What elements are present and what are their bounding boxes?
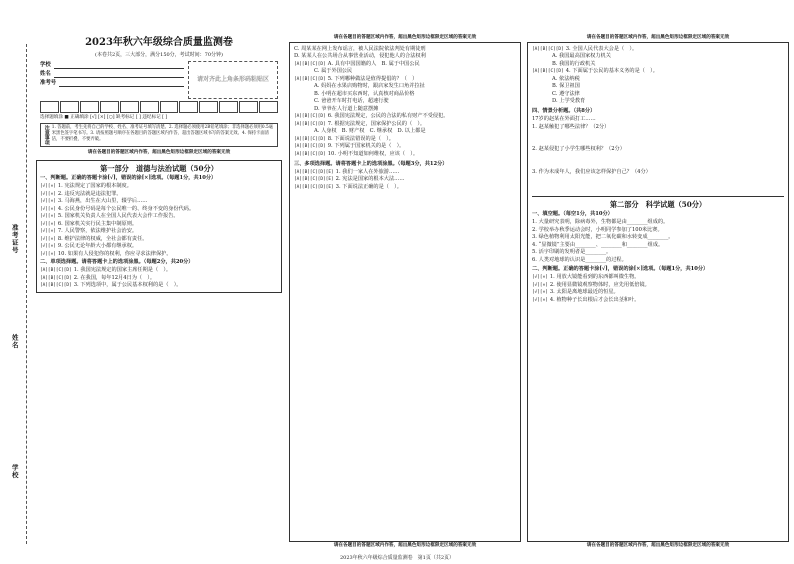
question-item[interactable]: [A][B][C][D][E] 1. 我们一家人在外旅游…… [294,168,400,175]
answer-question[interactable]: 1. 赵某触犯了哪些法律？（2分） [532,123,610,130]
barcode-sticker-area: 请对齐此上角条形码粘贴区 [188,61,278,99]
question-item[interactable]: [√][×] 9. 公民无论年龄大小都有继承权。 [40,243,138,250]
question-item[interactable]: [A][B][C][D] 4. 下面属于公民的基本义务的是（ ）。 [532,68,658,75]
text-line: D. 上学受教育 [552,98,586,105]
answer-question[interactable]: 3. 作为未成年人，我们应该怎样保护自己？（4分） [532,168,651,175]
page-title: 2023年秋六年级综合质量监测卷 [85,37,233,48]
question-item[interactable]: [A][B][C][D] 9. 下列属于国家机关的是（ ）。 [294,143,405,150]
question-item[interactable]: [A][B][C][D] 5. 下列哪种做法是值得提倡的？（ ） [294,75,418,82]
question-item[interactable]: [√][×] 1. 宪法规定了国家的根本制度。 [40,183,132,190]
label-name: 姓名 [10,334,19,349]
question-item[interactable]: [A][B][C][D] 2. 在我国，每年12月4日为（ ）。 [40,274,156,281]
section-heading: 二、单项选择题。请将答题卡上的选项涂黑。（每题2分，共20分） [40,259,194,266]
text-line: D. 爷爷在人行道上随意摆摊 [314,105,379,112]
answer-question[interactable]: 2. 赵某侵犯了小学生哪些权利？（2分） [532,146,625,153]
column-2 [289,35,521,548]
fill-type-legend: 选择题填涂 ■ 正确填涂 [√] [×] [○] 缺考标记 [ ] 违纪标记 [ ] [40,115,168,121]
question-item[interactable]: [A][B][C][D][E] 2. 宪法是国家的根本大法…… [294,176,405,183]
exam-number-boxes[interactable] [40,101,278,113]
question-item[interactable]: [√][×] 5. 国家机关负责人在全国人民代表大会作工作报告。 [40,213,179,220]
label-exam-id: 准考证号 [10,224,19,254]
text-line: C. 周某某在网上发布谣言，被人民法院依法判处有期徒刑 [294,45,426,52]
text-line: C. 遵守法律 [552,90,580,97]
question-item[interactable]: [A][B][C][D][E] 3. 下面说法正确的是（ ）。 [294,183,402,190]
page-footer: 2023年秋六年级综合质量监测卷 第1页（共2页） [339,555,455,562]
text-line: A. 人身权 B. 财产权 C. 继承权 D. 以上都是 [314,128,426,135]
question-item[interactable]: [√][×] 7. 人民警察，依法维护社会治安。 [40,228,138,235]
name-field[interactable]: 姓名 [40,70,184,79]
question-item[interactable]: [A][B][C][D] 10. 小明不知道如何维权，应该（ ）。 [294,150,419,157]
student-info [40,61,278,99]
fill-question[interactable]: 5. 活字印刷的发明者是________。 [532,249,612,256]
text-line: B. 我国的行政机关 [552,60,596,67]
label-school: 学校 [10,464,19,479]
column-1 [36,34,282,546]
question-item[interactable]: [A][B][C][D] 8. 下面说法错误的是（ ）。 [294,135,394,142]
question-item[interactable]: [A][B][C][D] 1. 我国宪法规定的国家主席任期是（ ）。 [40,267,172,274]
question-item[interactable]: [√][×] 3. 太阳是离地球最近的恒星。 [532,289,619,296]
left-binding-strip [4,44,32,544]
question-item[interactable]: [A][B][C][D] 3. 下列选项中，属于公民基本权利的是（ ）。 [40,282,182,289]
area-notice: 请在各题目的答题区域内作答，超出黑色矩形边框限定区域的答案无效 [87,150,231,156]
area-notice: 请在各题目的答题区域内作答，超出黑色矩形边框限定区域的答案无效 [586,35,730,40]
question-item[interactable]: [A][B][C][D] A. 具有中国国籍的人 B. 属于中国公民 [294,60,420,67]
area-notice: 请在各题目的答题区域内作答，超出黑色矩形边框限定区域的答案无效 [333,542,477,548]
question-item[interactable]: [√][×] 2. 使用显微镜观察物体时，应先用低倍镜。 [532,281,650,288]
fill-question[interactable]: 1. 大量研究表明，除病毒外，生物都是由________组成的。 [532,219,669,226]
part-1 [36,160,282,293]
text-line: A. 妈妈在水果店购物时，跟店家发生口角并拉扯 [314,83,425,90]
text-line: B. 保卫祖国 [552,83,580,90]
question-item[interactable]: [√][×] 2. 违反宪法就是违法犯罪。 [40,190,122,197]
fill-question[interactable]: 6. 人类对地球的认识是________的过程。 [532,256,627,263]
area-notice: 请在各题目的答题区域内作答，超出黑色矩形边框限定区域的答案无效 [586,542,730,548]
question-item[interactable]: [A][B][C][D] 6. 我国宪法规定，公民的合法的私有财产不受侵犯。 [294,113,449,120]
area-notice: 请在各题目的答题区域内作答，超出黑色矩形边框限定区域的答案无效 [333,35,477,40]
text-line: B. 小明在超市买东西时，认真核对商品价格 [314,90,415,97]
notes-box: 注意事项 1. 答题前，考生先将自己的学校、姓名、准考证号填写清楚。2. 选择题必须使用2B铅笔填涂；非选择题必须用0.5毫米黑色签字笔书写。3. 请按照题号顺序在各题目的答题区域内作答，超出答题区域书写的答案无效。4. 保持卡面清洁，不要折叠，不要弄破。 [40,123,278,147]
question-item[interactable]: [A][B][C][D] 7. 根据宪法规定，国家保护公民的（ ）。 [294,120,426,127]
text-line: C. 属于外国公民 [314,68,353,75]
section-heading: 一、判断题。正确的答题卡涂[√]，错误的涂[×]选项。（每题1分，共10分） [40,175,217,182]
text-line: A. 依法纳税 [552,75,580,82]
fill-question[interactable]: 4. “显微镜”主要由________、________和________组成。 [532,241,664,248]
question-item[interactable]: [√][×] 4. 植物种子长出根后才会长出茎和叶。 [532,296,640,303]
text-line: C. 爸爸开车时打电话，超速行驶 [314,98,389,105]
section-heading: 二、判断题。正确的答题卡涂[√]，错误的涂[×]选项。（每题1分，共10分） [532,265,709,272]
question-item[interactable]: [√][×] 1. 用放大镜能看到的东西都叫微生物。 [532,274,640,280]
fill-question[interactable]: 2. 学校举办秋季运动会时，小明同学参加了100米比赛。 [532,226,663,233]
part-1-heading: 第一部分 道德与法治试题（50分） [100,163,218,173]
text-line: A. 我国最高国家权力机关 [552,53,611,60]
section-heading: 四、情景分析题。（共8分） [532,108,596,115]
part-2-heading: 第二部分 科学试题（50分） [532,196,784,210]
column-3 [527,35,789,548]
exam-no-field[interactable]: 准考号 [40,79,184,88]
question-item[interactable]: [√][×] 6. 国家机关实行民主集中制原则。 [40,220,138,227]
scene-text: 17岁的赵某在外面打工…… [532,116,596,123]
school-field[interactable]: 学校 [40,61,184,70]
page-subtitle: (本卷共2页，三大部分，满分150分，考试时间：70分钟) [95,51,223,58]
section-heading: 一、填空题。（每空1分，共10分） [532,211,613,218]
section-heading: 三、多项选择题。请将答题卡上的选项涂黑。（每题3分，共12分） [294,160,448,167]
fill-question[interactable]: 3. 绿色植物利用太阳光能，把二氧化碳和水转变成________。 [532,234,674,241]
question-item[interactable]: [√][×] 10. 如果有人侵犯你的权利，你应寻求法律保护。 [40,251,172,257]
question-item[interactable]: [A][B][C][D] 3. 全国人民代表大会是（ ）。 [532,45,638,52]
question-item[interactable]: [√][×] 3. 马海燕，出生在大山里，辍学后…… [40,198,148,205]
text-line: D. 某某人在公共场合从事营业活动，侵犯他人的合法权利 [294,53,426,60]
question-item[interactable]: [√][×] 8. 维护法律的权威，全社会都有责任。 [40,235,148,242]
cut-line [26,44,27,544]
answer-sheet [4,4,790,554]
question-item[interactable]: [√][×] 4. 公民身份号码是每个公民唯一的、终身不变的身份代码。 [40,205,195,212]
